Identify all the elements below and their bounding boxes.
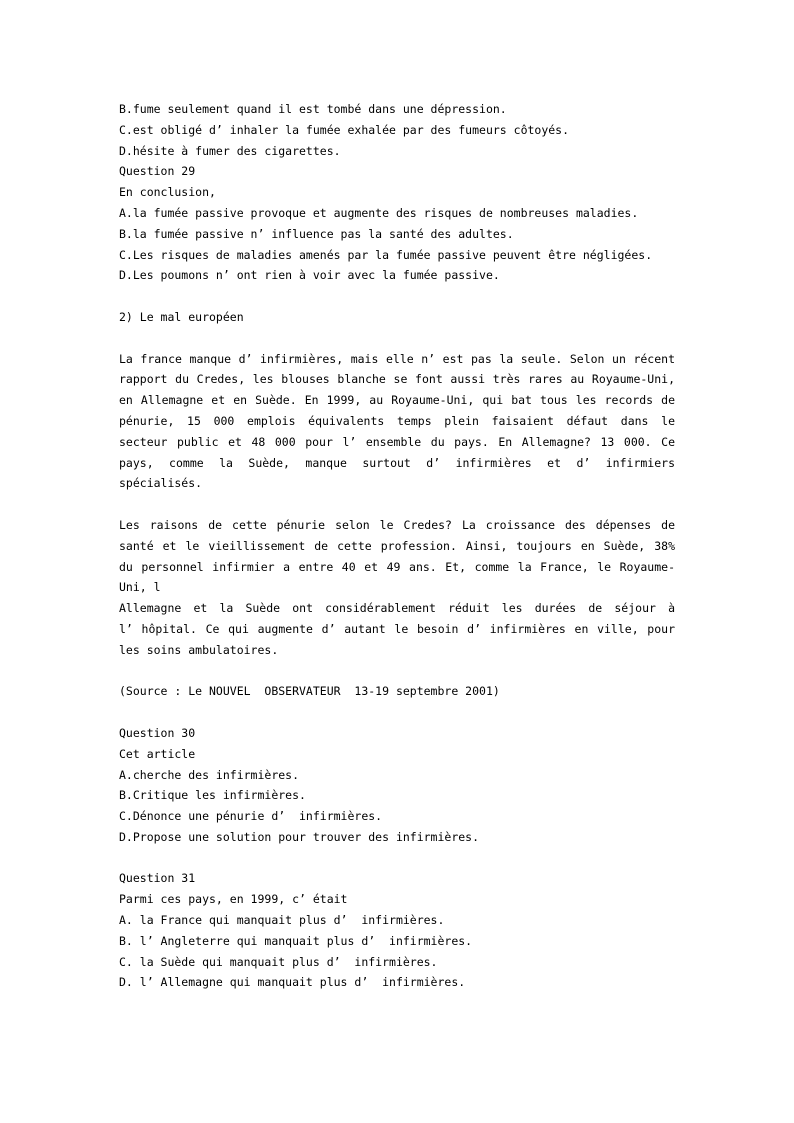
q30-number: Question 30	[119, 725, 196, 740]
paragraph-line: rapport du Credes, les blouses blanche se font aussi très rares au Royaume-Uni,	[119, 372, 675, 387]
q30-option-a: A.cherche des infirmières.	[119, 767, 300, 782]
q28-option-b: B.fume seulement quand il est tombé dans une dépression.	[119, 102, 507, 116]
q31-number: Question 31	[119, 871, 196, 886]
paragraph-line: en Allemagne et en Suède. En 1999, au Royaume-Uni, qui bat tous les records de	[119, 393, 675, 408]
paragraph-line: spécialisés.	[119, 476, 203, 491]
q29-number: Question 29	[119, 164, 196, 179]
q30-option-d: D.Propose une solution pour trouver des infirmières.	[119, 829, 480, 844]
q30-option-c: C.Dénonce une pénurie d’ infirmières.	[119, 809, 383, 824]
paragraph-line: santé et le vieillissement de cette profession. Ainsi, toujours en Suède, 38%	[119, 538, 675, 553]
q31-option-c: C. la Suède qui manquait plus d’ infirmières.	[119, 954, 438, 969]
q28-option-d: D.hésite à fumer des cigarettes.	[119, 143, 341, 158]
paragraph-line: l’ hôpital. Ce qui augmente d’ autant le besoin d’ infirmières en ville, pour	[119, 621, 675, 636]
paragraph-2	[119, 515, 675, 661]
q28-option-c: C.est obligé d’ inhaler la fumée exhalée par des fumeurs côtoyés.	[119, 122, 570, 137]
q31-option-b: B. l’ Angleterre qui manquait plus d’ infirmières.	[119, 933, 473, 948]
paragraph-line: Allemagne et la Suède ont considérablement réduit les durées de séjour à	[119, 601, 675, 616]
spacer	[119, 494, 675, 515]
q29-option-b: B.la fumée passive n’ influence pas la santé des adultes.	[119, 226, 514, 241]
q30-option-b: B.Critique les infirmières.	[119, 788, 306, 803]
paragraph-line: pénurie, 15 000 emplois équivalents temps plein faisaient défaut dans le	[119, 413, 675, 428]
paragraph-line: les soins ambulatoires.	[119, 642, 279, 657]
q29-stem: En conclusion,	[119, 185, 216, 200]
paragraph-line: du personnel infirmier a entre 40 et 49 ans. Et, comme la France, le Royaume-	[119, 559, 675, 574]
spacer	[119, 286, 675, 307]
q29-option-a: A.la fumée passive provoque et augmente des risques de nombreuses maladies.	[119, 205, 639, 220]
q29-option-c: C.Les risques de maladies amenés par la fumée passive peuvent être négligées.	[119, 247, 653, 262]
q29-option-d: D.Les poumons n’ ont rien à voir avec la fumée passive.	[119, 268, 500, 283]
source-citation: (Source : Le NOUVEL OBSERVATEUR 13-19 septembre 2001)	[119, 684, 500, 699]
paragraph-line: pays, comme la Suède, manque surtout d’ infirmières et d’ infirmiers	[119, 455, 675, 470]
paragraph-line: La france manque d’ infirmières, mais elle n’ est pas la seule. Selon un récent	[119, 351, 675, 366]
paragraph-line: secteur public et 48 000 pour l’ ensemble du pays. En Allemagne? 13 000. Ce	[119, 434, 675, 449]
q31-option-a: A. la France qui manquait plus d’ infirmières.	[119, 913, 445, 928]
spacer	[119, 848, 675, 869]
q31-stem: Parmi ces pays, en 1999, c’ était	[119, 892, 348, 907]
q30-stem: Cet article	[119, 746, 196, 761]
paragraph-1	[119, 349, 675, 495]
q31-option-d: D. l’ Allemagne qui manquait plus d’ infirmières.	[119, 975, 466, 990]
document-page	[119, 99, 675, 993]
paragraph-line: Uni, l	[119, 580, 161, 595]
section-title: 2) Le mal européen	[119, 309, 244, 324]
spacer	[119, 328, 675, 349]
spacer	[119, 702, 675, 723]
spacer	[119, 661, 675, 682]
paragraph-line: Les raisons de cette pénurie selon le Credes? La croissance des dépenses de	[119, 517, 675, 532]
